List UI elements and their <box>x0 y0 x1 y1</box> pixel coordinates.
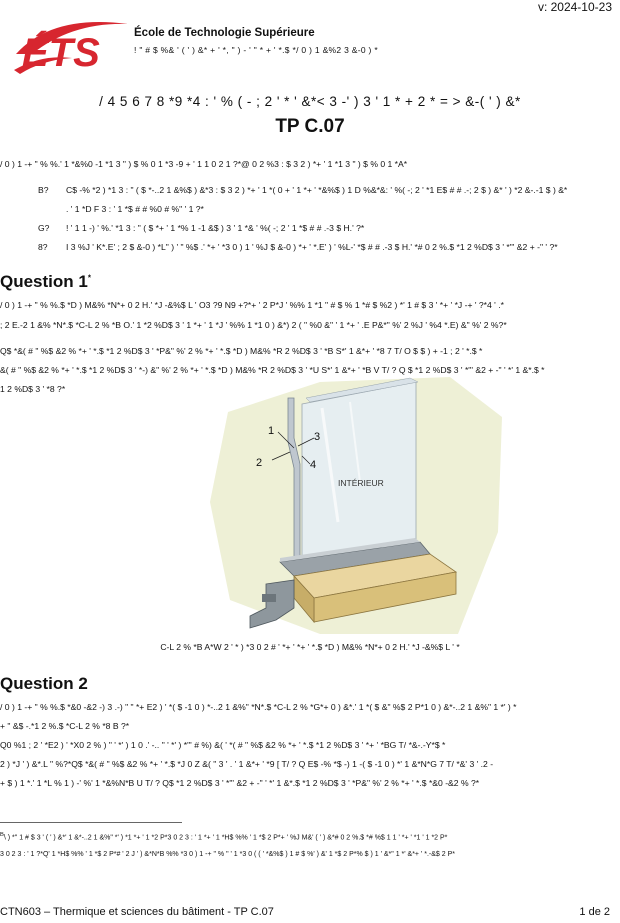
q1-paragraph-line: 1 2 %D$ 3 ' *8 ?* <box>0 384 66 394</box>
callout-3: 3 <box>314 431 321 443</box>
document-title-line2: TP C.07 <box>275 116 345 137</box>
q2-paragraph-line: 2 ) *J ' ) &*.L " %?*Q$ *&( # " %$ &2 % *+ ' *.$ *J 0 Z &( " 3 ' . ' 1 &*+ ' *9 [ T/ ? Q E$ -% *$ -) 1 -( $ -1 0 ) *' 1 &*N*G 7 T/ *&' 3 ' .2 - <box>0 759 494 769</box>
footer-course: CTN603 – Thermique et sciences du bâtiment - TP C.07 <box>0 906 274 918</box>
school-name: École de Technologie Supérieure <box>134 27 315 39</box>
window-frame-figure <box>210 372 510 644</box>
intro-item-label: G? <box>38 223 50 233</box>
document-title-line1: / 4 5 6 7 8 *9 *4 : ' % ( - ; 2 ' * ' &*< 3 -' ) 3 ' 1 * + 2 * = > &-( ' ) &* <box>99 94 521 109</box>
ets-logo <box>12 14 130 76</box>
question-1-marker: * <box>87 273 91 283</box>
version-date: v: 2024-10-23 <box>537 0 612 14</box>
question-1-title: Question 1 <box>0 272 88 291</box>
logo-text: ÉTS <box>22 31 100 75</box>
callout-1: 1 <box>268 425 275 437</box>
intro-item-text: ! ' 1 1 -) ' %.' *1 3 : " ( $ *+ ' 1 *% 1 -1 &$ ) 3 ' 1 *& ' %( -; 2 ' 1 *$ # # .-3 $ H.' ?* <box>66 223 365 233</box>
intro-item-label: B? <box>38 185 49 195</box>
intro-item-text: . ' 1 *D F 3 : ' 1 *$ # # %0 # %" ' 1 ?* <box>66 204 204 214</box>
footnote-text: \ ) *" 1 # $ 3 ' ( ' ) &*' 1 &*-..2 1 &%" *' ) *1 *+ ' 1 *2 P*3 0 2 3 : ' 1 *+ ' 1 *H$ %% ' 1 *$ 2 P*+ ' %J M&' ( ' ) &*# 0 2 %.$ *# %$ 1 1 ' *+ ' *1 ' 1 *2 P* <box>3 834 448 842</box>
footnote-marker: B <box>0 832 4 838</box>
intro-item-text: I 3 %J ' K*.E' ; 2 $ &-0 ) *L" ) ' " %$ .' *+ ' *3 0 ) 1 ' %J $ &-0 ) *+ ' *.E' ) ' %L-' *$ # # .-3 $ H.' *# 0 2 %.$ *1 2 %D$ 3 ' *"' &2 + -" ' ?* <box>66 242 558 252</box>
q2-paragraph-line: Q0 %1 ; 2 ' *E2 ) ' *X0 2 % ) " ' *' ) 1 0 .' -.. " ' *' ) *"' # %) &( ' *( # " %$ &2 % *+ ' *.$ *1 2 %D$ 3 ' *+ ' *BG T/ *&-.-Y*$ * <box>0 740 446 750</box>
footer-page-number: 1 de 2 <box>579 906 610 918</box>
intro-item-label: 8? <box>38 242 48 252</box>
footnote-line <box>0 830 447 843</box>
q2-paragraph-line: / 0 ) 1 -+ " % %.$ *&0 -&2 -) 3 .-) " " *+ E2 ) ' *( $ -1 0 ) *-..2 1 &%" *N*.$ *C-L 2 % *G*+ 0 ) &*.' 1 *( $ &" %$ 2 P*1 0 ) &*-..2 1 &%" 1 *' ) * <box>0 702 517 712</box>
interior-label: INTÉRIEUR <box>338 478 384 488</box>
q1-paragraph-line: &( # " %$ &2 % *+ ' *.$ *1 2 %D$ 3 ' *-) &" %' 2 % *+ ' *.$ *D ) M&% *R 2 %D$ 3 ' *U S*' 1 &*+ ' *B V T/ ? Q $ *1 2 %D$ 3 ' *"' &2 + -" ' *' 1 &*.$ * <box>0 365 545 375</box>
q1-paragraph-line: ; 2 E.-2 1 &% *N*.$ *C-L 2 % *B O.' 1 *2 %D$ 3 ' 1 *+ ' 1 *J ' %% 1 *1 0 ) &*) 2 ( " %0 &" ' 1 *+ ' .E P&*" %' 2 %J ' %4 *.E) &" %' 2 %?* <box>0 320 507 330</box>
figure-caption: C-L 2 % *B A*W 2 ' * ) *3 0 2 # ' *+ ' *+ ' *.$ *D ) M&% *N*+ 0 2 H.' *J -&%$ L ' * <box>160 642 460 652</box>
q2-paragraph-line: + " &$ -.*1 2 %.$ *C-L 2 % *8 B ?* <box>0 721 130 731</box>
footnote-rule <box>0 822 182 823</box>
school-subline: ! " # $ %& ' ( ' ) &* + ' *, " ) - ' " * + ' *.$ */ 0 ) 1 &%2 3 &-0 ) * <box>134 45 378 55</box>
q1-paragraph-line: Q$ *&( # " %$ &2 % *+ ' *.$ *1 2 %D$ 3 ' *P&" %' 2 % *+ ' *.$ *D ) M&% *R 2 %D$ 3 ' *B S*' 1 &*+ ' *8 7 T/ O $ $ ) + -1 ; 2 ' *.$ * <box>0 346 483 356</box>
callout-4: 4 <box>310 459 317 471</box>
intro-item-text: C$ -% *2 ) *1 3 : " ( $ *-..2 1 &%$ ) &*3 : $ 3 2 ) *+ ' 1 *( 0 + ' 1 *+ ' *&%$ ) 1 D %&*&: ' %( -; 2 ' *1 E$ # # .-; 2 $ ) &* ' ) *2 &-.-1 $ ) &* <box>66 185 568 195</box>
q2-paragraph-line: + $ ) 1 *.' 1 *L % 1 ) -' %' 1 *&%N*B U T/ ? Q$ *1 2 %D$ 3 ' *"' &2 + -" ' *' 1 &*.$ *1 2 %D$ 3 ' *P&" %' 2 % *+ ' *.$ *&0 -&2 % ?* <box>0 778 480 788</box>
footnote-line: 3 0 2 3 : ' 1 ?*Q' 1 *H$ %% ' 1 *$ 2 P*# ' 2 J ' ) &*N*B %% *3 0 ) 1 -+ " % " ' 1 *3 0 ( ( ' *&%$ ) 1 # $ %' ) &' 1 *$ 2 P*% $ ) 1 ' &*" 1 *' &*+ ' *.-&$ 2 P* <box>0 851 455 858</box>
question-2-heading: Question 2 <box>0 674 88 693</box>
intro-line: / 0 ) 1 -+ " % %.' 1 *&%0 -1 *1 3 " ) $ % 0 1 *3 -9 + ' 1 1 0 2 1 ?*@ 0 2 %3 : $ 3 2 ) *+ ' 1 *1 3 " ) $ % 0 1 *A* <box>0 159 408 169</box>
callout-2: 2 <box>256 457 263 469</box>
q1-paragraph-line: / 0 ) 1 -+ " % %.$ *D ) M&% *N*+ 0 2 H.' *J -&%$ L ' O3 ?9 N9 +?*+ ' 2 P*J ' %% 1 *1 " # $ % 1 *# $ %2 ) *' 1 # $ 3 ' *+ ' *J -+ ' ?*4 ' .* <box>0 300 504 310</box>
question-1-heading <box>0 272 91 292</box>
